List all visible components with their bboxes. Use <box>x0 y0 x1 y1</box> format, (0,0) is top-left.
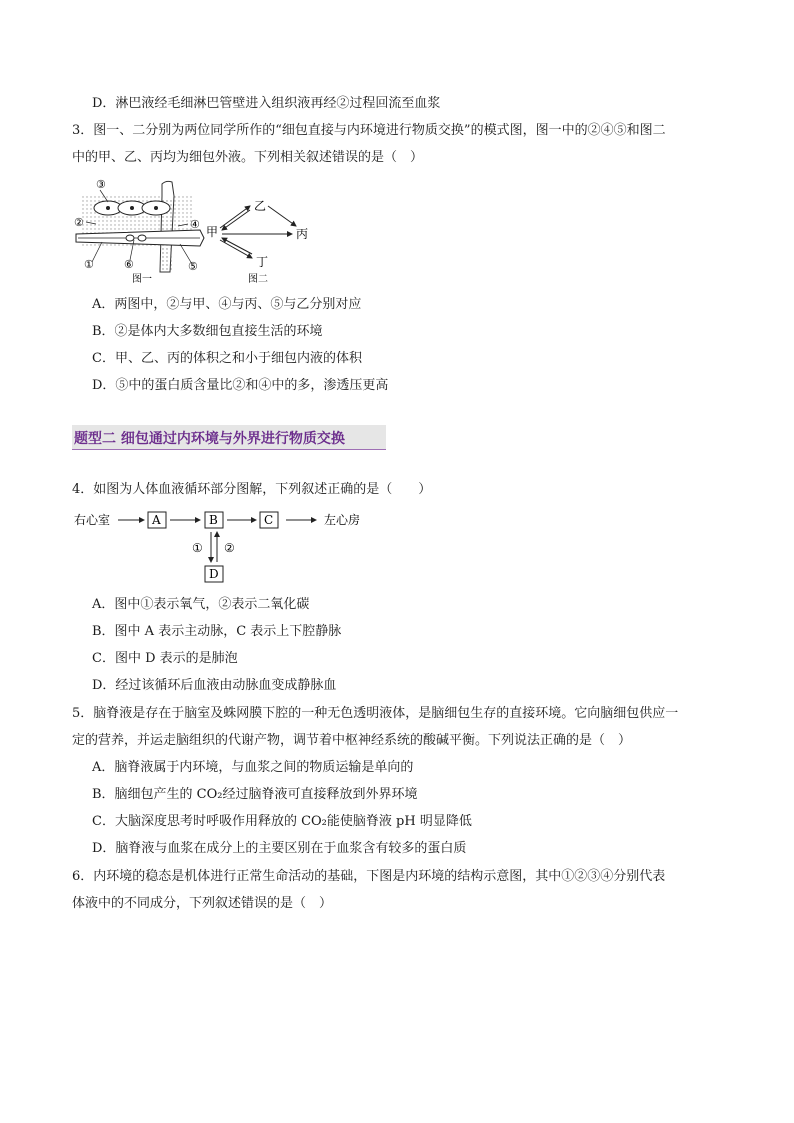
box-a-label: A <box>152 513 161 527</box>
q3-option-a: A．两图中，②与甲、④与丙、⑤与乙分别对应 <box>92 297 362 312</box>
q4-option-d: D．经过该循环后血液由动脉血变成静脉血 <box>92 678 337 693</box>
fig1-caption: 图一 <box>132 274 152 285</box>
diagram-start: 右心室 <box>74 513 111 527</box>
fig2-node-bing: 丙 <box>296 227 309 241</box>
fig2-caption: 图二 <box>248 274 268 285</box>
q5-option-a: A．脑脊液属于内环境，与血浆之间的物质运输是单向的 <box>92 760 414 775</box>
section-heading <box>72 425 386 450</box>
fig1-label-2: ② <box>74 216 84 229</box>
q4-option-c: C．图中 D 表示的是肺泡 <box>92 651 238 666</box>
fig1-label-5: ⑤ <box>188 260 198 273</box>
q3-stem-line2: 中的甲、乙、丙均为细包外液。下列相关叙述错误的是（ ） <box>72 150 424 165</box>
arrow-1-label: ① <box>192 541 203 555</box>
q4-option-a: A．图中①表示氧气，②表示二氧化碳 <box>92 597 310 612</box>
q5-stem-line2: 定的营养，并运走脑组织的代谢产物，调节着中枢神经系统的酸碱平衡。下列说法正确的是（ ） <box>72 733 632 748</box>
fig1-label-6: ⑥ <box>124 258 134 271</box>
q2-option-d: D．淋巴液经毛细淋巴管壁进入组织液再经②过程回流至血浆 <box>92 96 441 111</box>
fig1-label-1: ① <box>84 258 94 271</box>
fig1-label-3: ③ <box>96 178 106 191</box>
fig2-node-yi: 乙 <box>254 199 267 213</box>
q3-figure1 <box>70 176 210 288</box>
arrow-2-label: ② <box>224 541 235 555</box>
box-c-label: C <box>264 513 274 527</box>
q5-option-d: D．脑脊液与血浆在成分上的主要区别在于血浆含有较多的蛋白质 <box>92 841 467 856</box>
section-title: 题型二 细包通过内环境与外界进行物质交换 <box>74 431 345 447</box>
q3-option-b: B．②是体内大多数细包直接生活的环境 <box>92 324 323 339</box>
fig1-label-4: ④ <box>190 218 200 231</box>
q3-stem-line1: 3．图一、二分别为两位同学所作的“细包直接与内环境进行物质交换”的模式图，图一中的②④⑤和图二 <box>72 123 666 138</box>
q4-stem: 4．如图为人体血液循环部分图解，下列叙述正确的是（ ） <box>72 482 432 497</box>
q5-option-c: C．大脑深度思考时呼吸作用释放的 CO₂能使脑脊液 pH 明显降低 <box>92 814 472 829</box>
box-d-label: D <box>209 567 219 581</box>
q5-option-b: B．脑细包产生的 CO₂经过脑脊液可直接释放到外界环境 <box>92 787 418 802</box>
q4-option-b: B．图中 A 表示主动脉，C 表示上下腔静脉 <box>92 624 342 639</box>
diagram-end: 左心房 <box>324 513 361 527</box>
q3-option-c: C．甲、乙、丙的体积之和小于细包内液的体积 <box>92 351 362 366</box>
q4-circulation-diagram <box>70 508 390 586</box>
q5-stem-line1: 5．脑脊液是存在于脑室及蛛网膜下腔的一种无色透明液体，是脑细包生存的直接环境。它向脑细包供应一 <box>72 706 679 721</box>
q6-stem-line2: 体液中的不同成分，下列叙述错误的是（ ） <box>72 896 333 911</box>
q6-stem-line1: 6．内环境的稳态是机体进行正常生命活动的基础，下图是内环境的结构示意图，其中①②③④分别代表 <box>72 869 666 884</box>
q3-figure2 <box>204 192 324 288</box>
fig2-node-jia: 甲 <box>206 225 219 239</box>
box-b-label: B <box>209 513 218 527</box>
fig2-node-ding: 丁 <box>256 255 269 269</box>
q3-option-d: D．⑤中的蛋白质含量比②和④中的多，渗透压更高 <box>92 378 389 393</box>
